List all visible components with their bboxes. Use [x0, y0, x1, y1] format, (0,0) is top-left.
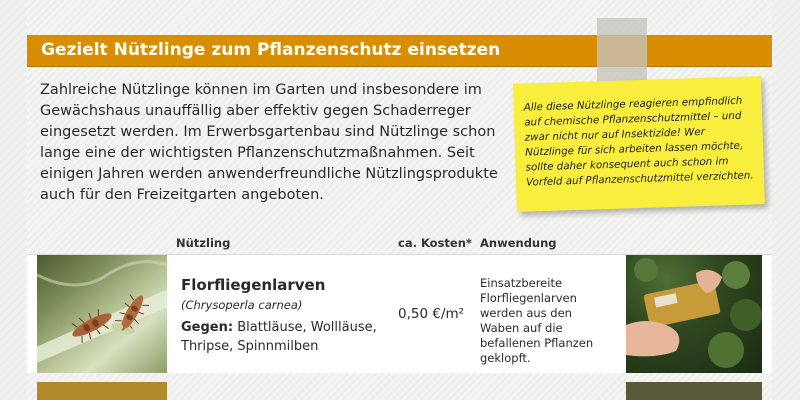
insect-name: Florfliegenlarven: [181, 276, 326, 294]
insect-latin-name: (Chrysoperla carnea): [181, 298, 303, 312]
usage-text: Einsatzbereite Florfliegenlarven werden aus den Waben auf die befallenen Pflanzen geklopft.: [480, 276, 594, 365]
target-pests-label: Gegen:: [181, 320, 234, 335]
header-kosten: ca. Kosten*: [398, 236, 472, 250]
target-pests: [181, 318, 391, 356]
larvae-photo: [37, 255, 167, 373]
larvae-illustration: [37, 255, 167, 373]
next-row-photo-right: [626, 382, 762, 400]
header-anwendung: Anwendung: [480, 236, 557, 250]
section-title: Gezielt Nützlinge zum Pflanzenschutz einsetzen: [41, 40, 501, 60]
target-pests-list: Blattläuse, Wollläuse, Thripse, Spinnmilben: [181, 320, 377, 354]
section-title-bar: [27, 35, 772, 67]
application-illustration: [626, 255, 762, 373]
sticky-note-text: Alle diese Nützlinge reagieren empfindlich auf chemische Pflanzenschutzmittel – und zwar nicht nur auf Insektizide! Wer Nützlinge für sich arbeiten lassen möchte, sollte daher konsequent auch schon im Vorfeld auf Pflanzenschutzmittel verzichten.: [523, 94, 754, 189]
header-nuetzling: Nützling: [176, 236, 231, 250]
cost-value: 0,50 €/m²: [398, 306, 465, 322]
sticky-note: [513, 76, 765, 212]
next-row-photo-left: [37, 382, 167, 400]
intro-paragraph: Zahlreiche Nützlinge können im Garten und insbesondere im Gewächshaus unauffällig aber effektiv gegen Schaderreger eingesetzt werden. Im Erwerbsgartenbau sind Nützlinge schon lange eine der wichtigsten Pflanzenschutzmaßnahmen. Seit einigen Jahren werden anwenderfreundliche Nützlingsprodukte auch für den Freizeitgarten angeboten.: [40, 82, 498, 203]
application-photo: [626, 255, 762, 373]
